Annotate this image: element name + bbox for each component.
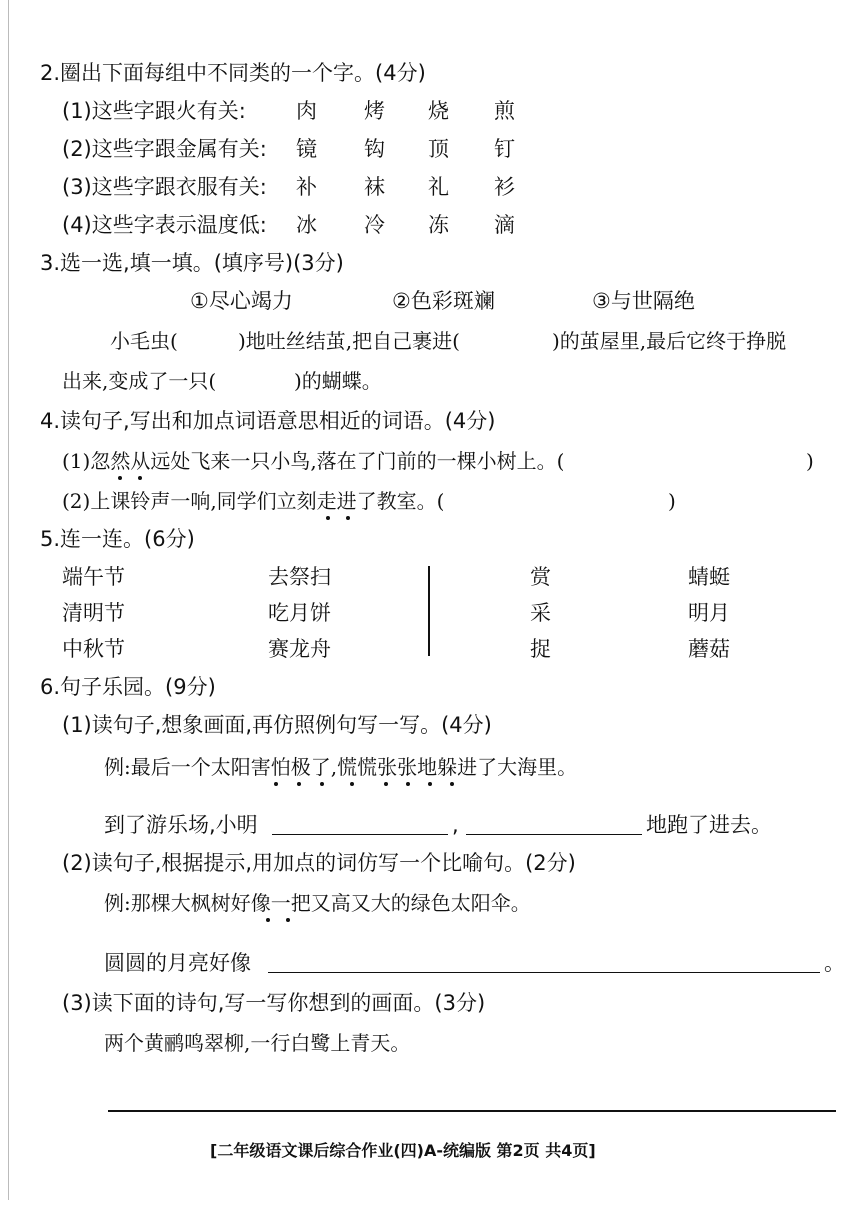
- q3-option-1: ①尽心竭力: [190, 289, 293, 313]
- q3-line2-part1: 出来,变成了一只(: [62, 369, 217, 393]
- q3-line2-part2: )的蝴蝶。: [294, 369, 382, 393]
- q5-right-a-1[interactable]: 赏: [530, 565, 551, 589]
- q5-left-b-3[interactable]: 赛龙舟: [268, 637, 331, 661]
- q5-left-b-1[interactable]: 去祭扫: [268, 565, 331, 589]
- q3-option-3: ③与世隔绝: [592, 289, 695, 313]
- q5-divider: [428, 566, 430, 656]
- emphasis-dot: [320, 782, 324, 786]
- emphasis-dot: [266, 918, 270, 922]
- emphasis-dot: [450, 782, 454, 786]
- q6-part1-blank-1[interactable]: [272, 834, 448, 835]
- emphasis-dot: [297, 782, 301, 786]
- emphasis-dot: [326, 516, 330, 520]
- q4-sentence-1: (1)忽然从远处飞来一只小鸟,落在了门前的一棵小树上。(: [62, 449, 565, 473]
- page-edge: [8, 0, 9, 1200]
- q6-part2-blank[interactable]: [268, 972, 820, 973]
- q6-part2-title: (2)读句子,根据提示,用加点的词仿写一个比喻句。(2分): [62, 851, 576, 875]
- q3-line1-part2: )地吐丝结茧,把自己裹进(: [238, 329, 460, 353]
- q3-line1-part3: )的茧屋里,最后它终于挣脱: [552, 329, 787, 353]
- q6-title: 6.句子乐园。(9分): [40, 675, 216, 699]
- q6-part3-poem: 两个黄鹂鸣翠柳,一行白鹭上青天。: [104, 1031, 411, 1055]
- q2-group-2-char-1[interactable]: 镜: [296, 137, 317, 161]
- q2-group-3-char-3[interactable]: 礼: [428, 175, 449, 199]
- q2-group-4-char-1[interactable]: 冰: [296, 213, 317, 237]
- q2-group-4-char-3[interactable]: 冻: [428, 213, 449, 237]
- q4-title: 4.读句子,写出和加点词语意思相近的词语。(4分): [40, 409, 496, 433]
- q2-group-3-char-1[interactable]: 补: [296, 175, 317, 199]
- q5-left-a-2[interactable]: 清明节: [62, 601, 125, 625]
- q4-sentence-1-close: ): [806, 449, 814, 473]
- q4-sentence-2-close: ): [668, 489, 676, 513]
- q6-part1-blank-2[interactable]: [466, 834, 642, 835]
- q3-title: 3.选一选,填一填。(填序号)(3分): [40, 251, 344, 275]
- q5-right-a-2[interactable]: 采: [530, 601, 551, 625]
- emphasis-dot: [406, 782, 410, 786]
- q2-group-1-label: (1)这些字跟火有关:: [62, 99, 246, 123]
- emphasis-dot: [286, 918, 290, 922]
- q2-group-3-char-2[interactable]: 袜: [364, 175, 385, 199]
- q5-left-b-2[interactable]: 吃月饼: [268, 601, 331, 625]
- q2-group-1-char-2[interactable]: 烤: [364, 99, 385, 123]
- q4-sentence-2: (2)上课铃声一响,同学们立刻走进了教室。(: [62, 489, 445, 513]
- q5-right-b-2[interactable]: 明月: [688, 601, 730, 625]
- q6-part1-prompt-end: 地跑了进去。: [646, 813, 772, 837]
- q2-group-3-label: (3)这些字跟衣服有关:: [62, 175, 267, 199]
- q5-right-b-3[interactable]: 蘑菇: [688, 637, 730, 661]
- q2-group-4-char-2[interactable]: 冷: [364, 213, 385, 237]
- q6-part1-title: (1)读句子,想象画面,再仿照例句写一写。(4分): [62, 713, 492, 737]
- q2-group-2-label: (2)这些字跟金属有关:: [62, 137, 267, 161]
- q2-group-2-char-2[interactable]: 钩: [364, 137, 385, 161]
- q5-right-a-3[interactable]: 捉: [530, 637, 551, 661]
- q2-group-2-char-4[interactable]: 钉: [494, 137, 515, 161]
- emphasis-dot: [138, 476, 142, 480]
- q2-group-3-char-4[interactable]: 衫: [494, 175, 515, 199]
- q2-group-1-char-4[interactable]: 煎: [494, 99, 515, 123]
- q6-part1-comma: ,: [452, 813, 459, 837]
- q6-part1-example: 例:最后一个太阳害怕极了,慌慌张张地躲进了大海里。: [104, 755, 578, 779]
- q2-group-4-label: (4)这些字表示温度低:: [62, 213, 267, 237]
- emphasis-dot: [346, 516, 350, 520]
- q6-part2-prompt: 圆圆的月亮好像: [104, 951, 251, 975]
- q6-part1-prompt-start: 到了游乐场,小明: [104, 813, 258, 837]
- q6-part2-end: 。: [824, 951, 845, 975]
- q5-left-a-1[interactable]: 端午节: [62, 565, 125, 589]
- q6-part2-example: 例:那棵大枫树好像一把又高又大的绿色太阳伞。: [104, 891, 531, 915]
- q2-group-4-char-4[interactable]: 滴: [494, 213, 515, 237]
- emphasis-dot: [350, 782, 354, 786]
- q5-left-a-3[interactable]: 中秋节: [62, 637, 125, 661]
- emphasis-dot: [384, 782, 388, 786]
- q2-group-1-char-3[interactable]: 烧: [428, 99, 449, 123]
- emphasis-dot: [274, 782, 278, 786]
- q2-group-1-char-1[interactable]: 肉: [296, 99, 317, 123]
- q5-right-b-1[interactable]: 蜻蜓: [688, 565, 730, 589]
- q3-option-2: ②色彩斑斓: [392, 289, 495, 313]
- q2-group-2-char-3[interactable]: 顶: [428, 137, 449, 161]
- q5-title: 5.连一连。(6分): [40, 527, 195, 551]
- page-footer: [二年级语文课后综合作业(四)A-统编版 第2页 共4页]: [210, 1141, 596, 1160]
- emphasis-dot: [428, 782, 432, 786]
- footer-rule: [108, 1110, 836, 1112]
- q6-part3-title: (3)读下面的诗句,写一写你想到的画面。(3分): [62, 991, 486, 1015]
- q2-title: 2.圈出下面每组中不同类的一个字。(4分): [40, 61, 426, 85]
- q3-line1-part1: 小毛虫(: [110, 329, 178, 353]
- emphasis-dot: [118, 476, 122, 480]
